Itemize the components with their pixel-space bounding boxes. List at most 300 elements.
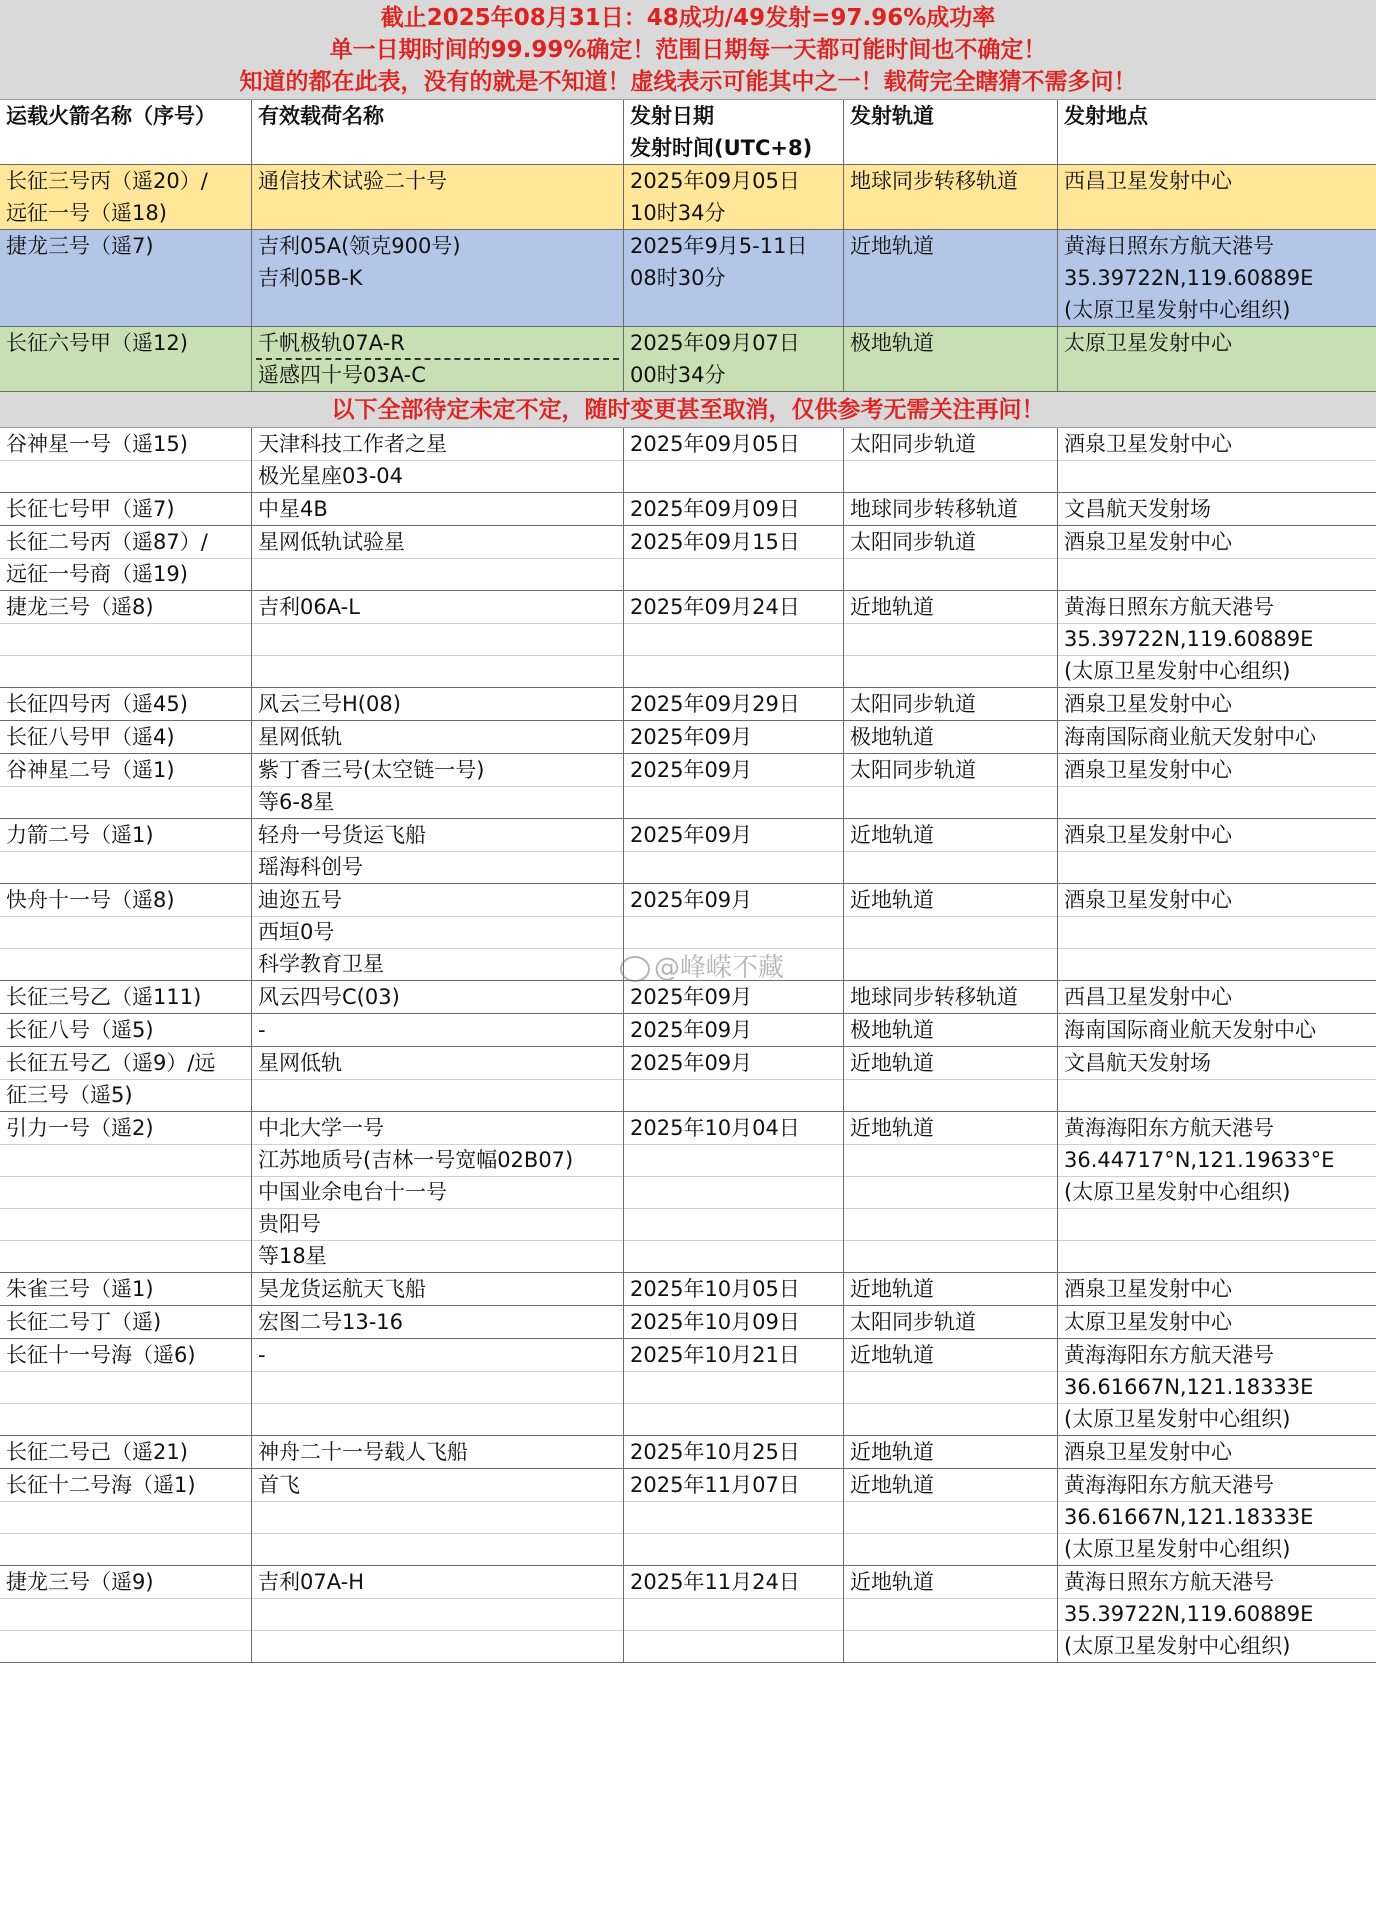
watermark-text: @峰嵘不藏 [654,953,785,983]
table-row-date: 2025年09月15日 [630,530,800,554]
table-row-orbit-cell [844,884,1058,980]
table-row-payload: 极光星座03-04 [258,464,404,488]
sub-gridline [844,1403,1057,1404]
table-row-orbit-cell [844,688,1058,720]
sub-gridline [0,1501,251,1502]
table-row-rocket: 朱雀三号（遥1) [6,1277,154,1301]
confirmed-row-site-cell [1058,230,1376,326]
table-row-payload: 星网低轨试验星 [258,530,405,554]
table-row-rocket-cell [0,1566,252,1662]
table-row-date: 2025年09月 [630,823,753,847]
sub-gridline [0,1403,251,1404]
table-row-orbit: 地球同步转移轨道 [850,985,1018,1009]
confirmed-row-orbit-cell [844,327,1058,391]
table-row-orbit: 近地轨道 [850,1116,934,1140]
table-row-rocket: 长征二号己（遥21) [6,1440,188,1464]
confirmed-row-payload-cell [252,230,624,326]
confirmed-row-site: (太原卫星发射中心组织) [1064,298,1291,322]
table-header-site: 发射地点 [1064,104,1148,128]
confirmed-row [0,230,1376,327]
table-row [0,1306,1376,1339]
table-row-date-cell [624,754,844,818]
sub-gridline [0,948,251,949]
top-notice-banner [0,0,1376,100]
table-row-date: 2025年09月 [630,1018,753,1042]
sub-gridline [624,851,843,852]
table-row-date: 2025年10月21日 [630,1343,800,1367]
table-row-payload-cell [252,1112,624,1272]
table-row-payload-cell [252,1566,624,1662]
confirmed-row-site: 黄海日照东方航天港号 [1064,234,1274,258]
sub-gridline [624,1371,843,1372]
table-row-site-cell [1058,688,1376,720]
table-row-rocket-cell [0,1273,252,1305]
table-row-rocket: 长征三号乙（遥111) [6,985,202,1009]
table-row-rocket-cell [0,591,252,687]
table-row-orbit-cell [844,819,1058,883]
table-row-payload-cell [252,1306,624,1338]
table-row-rocket: 长征十一号海（遥6) [6,1343,196,1367]
table-row-payload-cell [252,428,624,492]
sub-gridline [624,1208,843,1209]
table-row-date: 2025年09月 [630,985,753,1009]
table-row-site-cell [1058,1047,1376,1111]
confirmed-row-site-cell [1058,327,1376,391]
confirmed-row-date: 2025年9月5-11日 [630,234,808,258]
table-row-orbit-cell [844,1306,1058,1338]
sub-gridline [0,1630,251,1631]
table-row-rocket-cell [0,1436,252,1468]
table-row-orbit: 太阳同步轨道 [850,530,976,554]
table-row-site: 35.39722N,119.60889E [1064,1602,1314,1626]
sub-gridline [844,1598,1057,1599]
confirmed-row-date: 2025年09月07日 [630,331,800,355]
table-row [0,526,1376,591]
table-row-orbit-cell [844,428,1058,492]
table-row-site-cell [1058,1014,1376,1046]
table-header-orbit-cell [844,100,1058,164]
table-row-site: 文昌航天发射场 [1064,1051,1211,1075]
table-row-date: 2025年10月04日 [630,1116,800,1140]
sub-gridline [624,558,843,559]
table-row [0,688,1376,721]
sub-gridline [1058,1079,1376,1080]
table-row-date: 2025年09月 [630,758,753,782]
table-row-payload-cell [252,1273,624,1305]
table-row-rocket-cell [0,1306,252,1338]
table-row-orbit: 太阳同步轨道 [850,432,976,456]
sub-gridline [624,1240,843,1241]
table-row [0,721,1376,754]
table-row-payload-cell [252,1469,624,1565]
table-row-payload: 等6-8星 [258,790,335,814]
table-row-orbit: 极地轨道 [850,725,934,749]
table-row [0,1469,1376,1566]
table-row-payload-cell [252,688,624,720]
table-row-date: 2025年10月05日 [630,1277,800,1301]
table-row-rocket-cell [0,493,252,525]
table-row [0,1273,1376,1306]
table-row-site: 36.61667N,121.18333E [1064,1375,1314,1399]
sub-gridline [844,1176,1057,1177]
sub-gridline [0,623,251,624]
table-row-payload: 迪迩五号 [258,888,342,912]
table-row-orbit-cell [844,1469,1058,1565]
table-row-site-cell [1058,1273,1376,1305]
sub-gridline [0,1371,251,1372]
table-row-date-cell [624,1566,844,1662]
table-row-site: 酒泉卫星发射中心 [1064,758,1232,782]
table-row-payload: 中星4B [258,497,328,521]
sub-gridline [844,786,1057,787]
sub-gridline [624,1079,843,1080]
table-row-date-cell [624,1306,844,1338]
table-row-rocket: 快舟十一号（遥8) [6,888,175,912]
table-row-orbit: 极地轨道 [850,1018,934,1042]
table-header-site-cell [1058,100,1376,164]
table-row-date: 2025年09月 [630,888,753,912]
table-row [0,1112,1376,1273]
sub-gridline [0,1176,251,1177]
sub-gridline [844,623,1057,624]
table-row-orbit-cell [844,591,1058,687]
table-row-payload: 中北大学一号 [258,1116,384,1140]
sub-gridline [624,786,843,787]
confirmed-row-date: 2025年09月05日 [630,169,800,193]
table-row-orbit-cell [844,1014,1058,1046]
table-row-date-cell [624,1273,844,1305]
confirmed-row-date: 08时30分 [630,266,726,290]
table-row [0,591,1376,688]
table-row-rocket-cell [0,754,252,818]
table-row-orbit: 近地轨道 [850,1051,934,1075]
confirmed-row-orbit: 极地轨道 [850,331,934,355]
table-row-site: 酒泉卫星发射中心 [1064,1440,1232,1464]
confirmed-row-date-cell [624,327,844,391]
table-row [0,493,1376,526]
table-row-rocket-cell [0,1469,252,1565]
table-row-date: 2025年10月25日 [630,1440,800,1464]
table-row [0,1047,1376,1112]
sub-gridline [844,558,1057,559]
table-row-rocket: 长征二号丁（遥) [6,1310,162,1334]
sub-gridline [0,916,251,917]
table-row-rocket: 长征七号甲（遥7) [6,497,175,521]
table-row-payload-cell [252,884,624,980]
table-row-orbit-cell [844,1273,1058,1305]
table-row-site-cell [1058,1339,1376,1435]
confirmed-row-orbit-cell [844,165,1058,229]
table-row [0,754,1376,819]
confirmed-row-rocket: 捷龙三号（遥7) [6,234,154,258]
table-row-date: 2025年11月07日 [630,1473,800,1497]
confirmed-row-site: 太原卫星发射中心 [1064,331,1232,355]
sub-gridline [844,460,1057,461]
sub-gridline [252,1630,623,1631]
table-row-site-cell [1058,1436,1376,1468]
sub-gridline [844,1144,1057,1145]
table-row-site-cell [1058,981,1376,1013]
sub-gridline [624,1176,843,1177]
sub-gridline [252,1403,623,1404]
table-row-payload: 吉利07A-H [258,1570,364,1594]
table-row-rocket: 长征八号（遥5) [6,1018,154,1042]
table-row-site: 西昌卫星发射中心 [1064,985,1232,1009]
table-row-date-cell [624,688,844,720]
table-row-payload: 江苏地质号(吉林一号宽幅02B07) [258,1148,574,1172]
sub-gridline [844,1533,1057,1534]
table-row-orbit: 近地轨道 [850,888,934,912]
table-row-rocket: 谷神星一号（遥15) [6,432,188,456]
sub-gridline [1058,460,1376,461]
table-header-payload-cell [252,100,624,164]
sub-gridline [624,916,843,917]
table-row-orbit: 太阳同步轨道 [850,692,976,716]
table-row-orbit-cell [844,1436,1058,1468]
table-row-payload: 首飞 [258,1473,300,1497]
sub-gridline [252,1501,623,1502]
table-row-date: 2025年09月24日 [630,595,800,619]
table-row-payload-cell [252,1339,624,1435]
watermark [620,950,820,986]
table-row-site-cell [1058,884,1376,980]
table-row-payload: 瑶海科创号 [258,855,363,879]
table-row-site-cell [1058,754,1376,818]
table-row-date: 2025年09月05日 [630,432,800,456]
table-row-site-cell [1058,1306,1376,1338]
table-row-date-cell [624,1014,844,1046]
confirmed-row-rocket-cell [0,327,252,391]
table-row-site-cell [1058,1112,1376,1272]
table-row-site: 太原卫星发射中心 [1064,1310,1232,1334]
table-row-site: 35.39722N,119.60889E [1064,627,1314,651]
table-row-rocket: 征三号（遥5) [6,1083,133,1107]
sub-gridline [1058,1208,1376,1209]
table-row-rocket-cell [0,1339,252,1435]
table-row-payload: 科学教育卫星 [258,952,384,976]
table-row-site: 海南国际商业航天发射中心 [1064,1018,1316,1042]
table-row-rocket: 长征八号甲（遥4) [6,725,175,749]
table-row-payload-cell [252,1436,624,1468]
table-row-orbit: 太阳同步轨道 [850,758,976,782]
table-row-rocket-cell [0,981,252,1013]
confirmed-row-payload: 千帆极轨07A-R [258,331,405,355]
table-row-payload: 中国业余电台十一号 [258,1180,447,1204]
sub-gridline [844,851,1057,852]
confirmed-row-rocket: 长征六号甲（遥12) [6,331,188,355]
table-row-date: 2025年09月 [630,725,753,749]
confirmed-row-payload: 吉利05A(领克900号) [258,234,461,258]
table-header-date: 发射时间(UTC+8) [630,136,813,160]
sub-gridline [0,1533,251,1534]
confirmed-row-date-cell [624,230,844,326]
table-row-site: 酒泉卫星发射中心 [1064,888,1232,912]
sub-gridline [624,1598,843,1599]
table-header [0,100,1376,165]
table-row-rocket: 长征五号乙（遥9）/远 [6,1051,216,1075]
table-row-date-cell [624,1469,844,1565]
table-header-date-cell [624,100,844,164]
confirmed-row-payload: 遥感四十号03A-C [258,363,426,387]
table-row-orbit-cell [844,1339,1058,1435]
table-row-rocket: 长征二号丙（遥87）/ [6,530,208,554]
table-row-date-cell [624,721,844,753]
table-row-date: 2025年09月09日 [630,497,800,521]
table-row-payload-cell [252,721,624,753]
table-row [0,1436,1376,1469]
table-row-payload-cell [252,1047,624,1111]
table-row-site-cell [1058,493,1376,525]
table-row-payload-cell [252,591,624,687]
table-row-orbit: 近地轨道 [850,823,934,847]
table-row-orbit: 太阳同步轨道 [850,1310,976,1334]
table-row-site-cell [1058,428,1376,492]
table-row-orbit: 近地轨道 [850,1277,934,1301]
table-row-orbit-cell [844,1566,1058,1662]
sub-gridline [252,558,623,559]
sub-gridline [252,1079,623,1080]
table-row-payload: 紫丁香三号(太空链一号) [258,758,485,782]
table-row [0,819,1376,884]
confirmed-row-payload-cell [252,165,624,229]
table-row-orbit-cell [844,526,1058,590]
sub-gridline [252,655,623,656]
sub-gridline [844,916,1057,917]
sub-gridline [252,1533,623,1534]
sub-gridline [844,1240,1057,1241]
table-row-payload-cell [252,981,624,1013]
top-notice-banner-line: 截止2025年08月31日：48成功/49发射=97.96%成功率 [380,5,996,31]
sub-gridline [0,655,251,656]
table-row-date: 2025年09月29日 [630,692,800,716]
confirmed-row-rocket: 长征三号丙（遥20）/ [6,169,208,193]
sub-gridline [844,655,1057,656]
table-row-rocket-cell [0,819,252,883]
table-row-orbit: 近地轨道 [850,1570,934,1594]
table-row-site-cell [1058,1469,1376,1565]
table-row-payload: 吉利06A-L [258,595,360,619]
table-row-payload: 星网低轨 [258,725,342,749]
table-row-rocket: 力箭二号（遥1) [6,823,154,847]
table-row-site: 36.44717°N,121.19633°E [1064,1148,1335,1172]
confirmed-row [0,327,1376,392]
sub-gridline [0,1208,251,1209]
table-row-site: 黄海日照东方航天港号 [1064,595,1274,619]
sub-gridline [624,655,843,656]
table-row-site: 黄海日照东方航天港号 [1064,1570,1274,1594]
table-row-rocket-cell [0,884,252,980]
table-header-rocket: 运载火箭名称（序号） [6,104,216,128]
table-row-rocket-cell [0,688,252,720]
sub-gridline [1058,1240,1376,1241]
sub-gridline [624,460,843,461]
table-row-date-cell [624,526,844,590]
table-row-payload: - [258,1343,266,1367]
table-row-payload: 宏图二号13-16 [258,1310,404,1334]
sub-gridline [844,1079,1057,1080]
table-header-rocket-cell [0,100,252,164]
pending-notice-banner [0,392,1376,428]
sub-gridline [1058,851,1376,852]
table-row-date-cell [624,428,844,492]
table-row-payload: 轻舟一号货运飞船 [258,823,426,847]
table-row-date: 2025年11月24日 [630,1570,800,1594]
confirmed-row-date-cell [624,165,844,229]
table-row-site: 黄海海阳东方航天港号 [1064,1343,1274,1367]
confirmed-row-date: 00时34分 [630,363,726,387]
sub-gridline [1058,948,1376,949]
sub-gridline [1058,558,1376,559]
table-row-payload: 风云四号C(03) [258,985,400,1009]
table-row-site: 酒泉卫星发射中心 [1064,1277,1232,1301]
table-row-orbit-cell [844,754,1058,818]
table-row-site: 酒泉卫星发射中心 [1064,692,1232,716]
table-row-site: 黄海海阳东方航天港号 [1064,1116,1274,1140]
table-row-rocket: 长征十二号海（遥1) [6,1473,196,1497]
table-row-orbit: 近地轨道 [850,1343,934,1367]
confirmed-row-site-cell [1058,165,1376,229]
table-row-site: (太原卫星发射中心组织) [1064,659,1291,683]
table-row-orbit-cell [844,1112,1058,1272]
table-row-site-cell [1058,721,1376,753]
table-row-site: 酒泉卫星发射中心 [1064,432,1232,456]
table-header-payload: 有效载荷名称 [258,104,384,128]
confirmed-row-payload: 通信技术试验二十号 [258,169,447,193]
table-row-date: 2025年09月 [630,1051,753,1075]
table-row-payload-cell [252,526,624,590]
table-row-payload: 星网低轨 [258,1051,342,1075]
sub-gridline [252,1598,623,1599]
sub-gridline [0,1144,251,1145]
table-row-site-cell [1058,819,1376,883]
table-row [0,1339,1376,1436]
sub-gridline [0,786,251,787]
table-row-rocket: 引力一号（遥2) [6,1116,154,1140]
table-row-rocket: 长征四号丙（遥45) [6,692,188,716]
top-notice-banner-line: 知道的都在此表，没有的就是不知道！虚线表示可能其中之一！载荷完全瞎猜不需多问！ [239,69,1137,95]
sub-gridline [844,1501,1057,1502]
table-row-orbit-cell [844,493,1058,525]
sub-gridline [624,1533,843,1534]
sub-gridline [624,1630,843,1631]
sub-gridline [252,623,623,624]
table-row-payload-cell [252,493,624,525]
table-row-site: 海南国际商业航天发射中心 [1064,725,1316,749]
table-header-orbit: 发射轨道 [850,104,934,128]
table-row-site: (太原卫星发射中心组织) [1064,1180,1291,1204]
sub-gridline [624,1403,843,1404]
table-row-payload-cell [252,754,624,818]
table-row-rocket-cell [0,1047,252,1111]
table-row-rocket-cell [0,721,252,753]
table-row-date-cell [624,1112,844,1272]
sub-gridline [624,1144,843,1145]
table-row-site: 文昌航天发射场 [1064,497,1211,521]
table-row [0,1566,1376,1663]
table-row-site-cell [1058,526,1376,590]
table-row-rocket: 捷龙三号（遥9) [6,1570,154,1594]
table-row-rocket-cell [0,526,252,590]
confirmed-row [0,165,1376,230]
table-row-date-cell [624,591,844,687]
sub-gridline [1058,916,1376,917]
table-row-orbit-cell [844,721,1058,753]
confirmed-row-rocket-cell [0,230,252,326]
table-row-payload: 神舟二十一号载人飞船 [258,1440,468,1464]
table-row-payload: 昊龙货运航天飞船 [258,1277,426,1301]
sub-gridline [252,1371,623,1372]
table-row-site: (太原卫星发射中心组织) [1064,1634,1291,1658]
